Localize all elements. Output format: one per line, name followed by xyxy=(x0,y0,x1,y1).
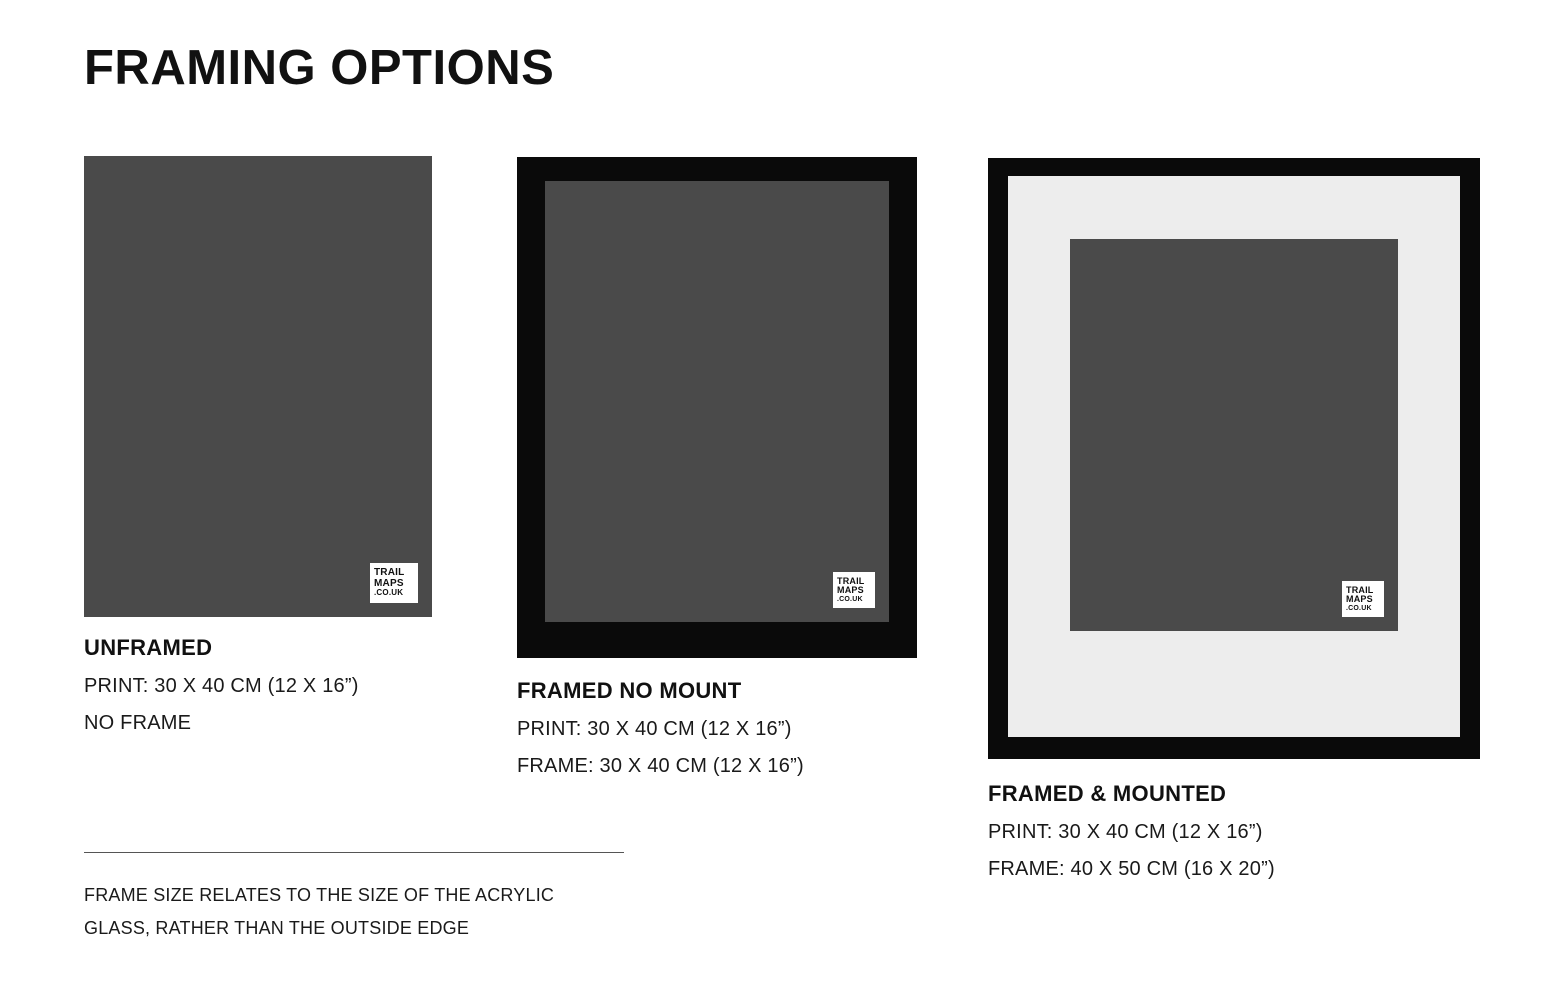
option-title-unframed: UNFRAMED xyxy=(84,635,213,660)
option-framed-and-mounted xyxy=(988,158,1480,881)
stamp-line-1: TRAIL xyxy=(837,575,865,586)
option-line-print-unframed: PRINT: 30 X 40 CM (12 X 16”) xyxy=(84,675,359,697)
print-artwork-framed xyxy=(545,181,889,622)
print-artwork-unframed xyxy=(84,156,432,617)
option-line-print-framed-and-mounted: PRINT: 30 X 40 CM (12 X 16”) xyxy=(988,821,1263,843)
frame-border-no-mount xyxy=(517,157,917,658)
trailmaps-logo-stamp xyxy=(833,572,875,608)
footnote xyxy=(84,852,644,946)
option-line-print-framed-no-mount: PRINT: 30 X 40 CM (12 X 16”) xyxy=(517,718,792,740)
stamp-line-3: .CO.UK xyxy=(374,588,404,598)
trailmaps-logo-stamp xyxy=(1342,581,1384,617)
option-text-unframed xyxy=(84,635,432,735)
stamp-line-2: MAPS xyxy=(1346,594,1373,605)
page-title: FRAMING OPTIONS xyxy=(84,41,555,95)
stamp-line-1: TRAIL xyxy=(1346,584,1374,595)
option-framed-no-mount xyxy=(517,157,917,778)
option-text-framed-no-mount xyxy=(517,678,917,778)
stamp-line-1: TRAIL xyxy=(374,567,405,579)
option-line-frame-framed-no-mount: FRAME: 30 X 40 CM (12 X 16”) xyxy=(517,755,804,777)
option-title-framed-no-mount: FRAMED NO MOUNT xyxy=(517,678,742,703)
divider xyxy=(84,852,624,853)
option-line-frame-framed-and-mounted: FRAME: 40 X 50 CM (16 X 20”) xyxy=(988,858,1275,880)
footnote-line-1: FRAME SIZE RELATES TO THE SIZE OF THE ACRYLIC xyxy=(84,885,555,905)
stamp-line-2: MAPS xyxy=(374,577,404,589)
frame-border-mounted xyxy=(988,158,1480,759)
stamp-line-3: .CO.UK xyxy=(1346,604,1372,612)
print-artwork-mounted xyxy=(1070,239,1398,631)
stamp-line-2: MAPS xyxy=(837,585,864,596)
option-unframed xyxy=(84,156,432,735)
option-line-frame-unframed: NO FRAME xyxy=(84,712,192,734)
option-title-framed-and-mounted: FRAMED & MOUNTED xyxy=(988,781,1227,806)
mount-board xyxy=(1008,176,1460,737)
trailmaps-logo-stamp xyxy=(370,563,418,603)
footnote-line-2: GLASS, RATHER THAN THE OUTSIDE EDGE xyxy=(84,918,470,939)
stamp-line-3: .CO.UK xyxy=(837,595,863,603)
option-text-framed-and-mounted xyxy=(988,781,1480,881)
